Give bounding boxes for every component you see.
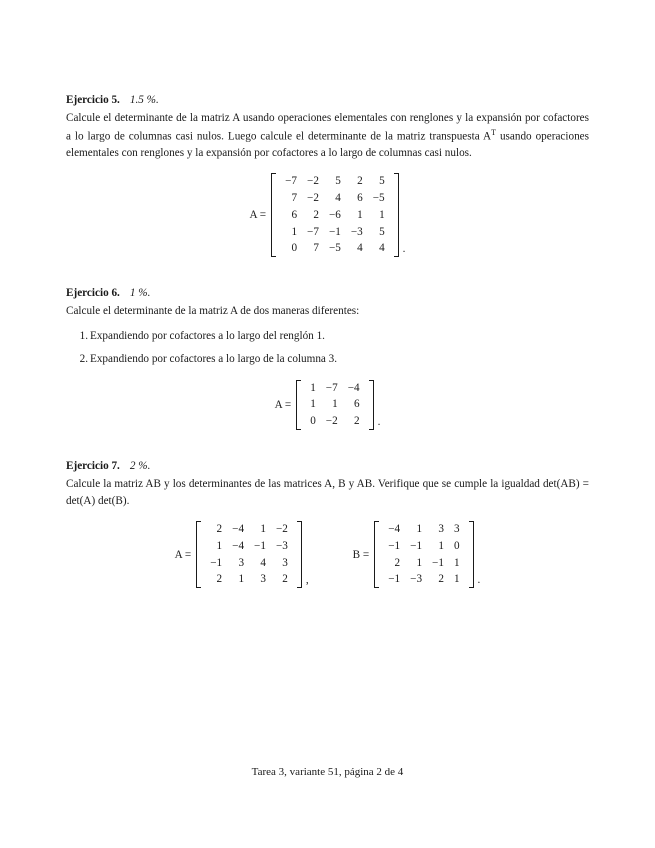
- exercise-7: [66, 458, 589, 588]
- cell: −4: [388, 523, 401, 535]
- cell: −4: [347, 381, 360, 394]
- exercise-5-title: Ejercicio 5.: [66, 94, 120, 106]
- left-bracket-icon: [271, 173, 277, 257]
- table-row: [205, 555, 293, 572]
- cell: 5: [379, 225, 385, 238]
- cell: 6: [291, 208, 298, 221]
- matrix-A-ex7: [175, 521, 309, 588]
- cell: 3: [453, 523, 460, 535]
- cell: −1: [410, 539, 423, 552]
- matrix-B-ex7: [353, 521, 481, 588]
- table-row: [383, 521, 464, 538]
- exercise-7-heading: [66, 458, 589, 474]
- cell: 4: [335, 192, 341, 205]
- table-row: [205, 571, 293, 588]
- cell: 1: [310, 381, 316, 394]
- list-item: [79, 351, 589, 368]
- spacer: [66, 263, 589, 285]
- matrix-B-ex7-trailing: .: [477, 574, 481, 587]
- cell: −5: [372, 192, 385, 205]
- exercise-5-text: [66, 110, 589, 161]
- cell: −1: [432, 556, 444, 569]
- cell: 3: [260, 573, 266, 586]
- table-row: [305, 396, 364, 413]
- cell: 3: [238, 556, 245, 569]
- cell: 2: [438, 573, 444, 586]
- cell: 7: [313, 242, 319, 255]
- page-footer: Tarea 3, variante 51, página 2 de 4: [251, 766, 404, 778]
- table-row: [280, 224, 390, 241]
- table-row: [280, 240, 390, 257]
- cell: −7: [325, 381, 338, 394]
- cell: 3: [438, 523, 444, 535]
- matrix-A-ex5-trailing: .: [402, 243, 406, 256]
- table-row: [383, 555, 464, 572]
- cell: 1: [438, 539, 444, 552]
- cell: −4: [232, 539, 245, 552]
- list-item: [79, 328, 589, 345]
- matrix-A-ex7-brackets: [196, 521, 302, 588]
- cell: 1: [310, 398, 316, 411]
- table-row: [205, 538, 293, 555]
- table-row: [205, 521, 293, 538]
- cell: 0: [310, 415, 316, 428]
- cell: 2: [216, 573, 223, 586]
- cell: 2: [357, 175, 363, 188]
- cell: −2: [275, 523, 288, 535]
- cell: 1: [291, 225, 298, 238]
- exercise-7-title: Ejercicio 7.: [66, 459, 120, 472]
- cell: 1: [453, 556, 460, 569]
- cell: 1: [416, 556, 423, 569]
- right-bracket-icon: [468, 521, 474, 588]
- exercise-6-heading: [66, 285, 589, 301]
- cell: 1: [238, 573, 245, 586]
- exercise-5-matrix-row: [66, 173, 589, 257]
- cell: −7: [285, 175, 298, 188]
- left-bracket-icon: [196, 521, 202, 588]
- cell: −2: [325, 415, 338, 428]
- matrix-A-ex7-label: A =: [174, 548, 192, 561]
- table-row: [305, 413, 364, 430]
- cell: 4: [379, 242, 385, 255]
- matrix-A-ex6-trailing: .: [377, 415, 381, 428]
- cell: −3: [350, 225, 363, 238]
- cell: 1: [453, 573, 460, 586]
- matrix-A-ex7-table: [205, 521, 293, 588]
- matrix-B-ex7-brackets: [374, 521, 473, 588]
- cell: 4: [260, 556, 266, 569]
- cell: 7: [291, 192, 298, 205]
- cell: 5: [335, 175, 341, 188]
- cell: 2: [394, 556, 401, 569]
- exercise-6: [66, 285, 589, 430]
- cell: −3: [275, 539, 288, 552]
- cell: 2: [354, 415, 360, 428]
- table-row: [280, 173, 390, 190]
- cell: −4: [232, 523, 245, 535]
- matrix-A-ex5-brackets: [271, 173, 399, 257]
- table-row: [383, 538, 464, 555]
- cell: 4: [357, 242, 363, 255]
- cell: −5: [328, 242, 341, 255]
- table-row: [280, 207, 390, 224]
- exercise-6-matrix-row: [66, 380, 589, 430]
- cell: 1: [416, 523, 423, 535]
- cell: −7: [307, 225, 319, 238]
- cell: 1: [260, 523, 266, 535]
- cell: 6: [354, 398, 360, 411]
- matrix-A-ex5-table: [280, 173, 390, 257]
- exercise-7-points: 2 %.: [129, 459, 151, 472]
- cell: −6: [328, 208, 341, 221]
- exercise-6-points: 1 %.: [129, 287, 151, 300]
- matrix-A-ex7-trailing: ,: [305, 574, 309, 587]
- cell: −1: [388, 573, 401, 586]
- exercise-6-title: Ejercicio 6.: [66, 287, 120, 300]
- cell: 0: [453, 539, 460, 552]
- table-row: [280, 190, 390, 207]
- cell: 2: [216, 523, 223, 535]
- cell: 5: [379, 175, 385, 188]
- table-row: [305, 380, 364, 397]
- matrix-B-ex7-table: [383, 521, 464, 588]
- right-bracket-icon: [368, 380, 374, 430]
- exercise-7-text: Calcule la matriz AB y los determinantes de las matrices A, B y AB. Verifique que se cumple la igualdad det(AB) = det(A) det(B).: [66, 478, 589, 507]
- exercise-6-list: [66, 328, 589, 368]
- left-bracket-icon: [374, 521, 380, 588]
- list-item-label: Expandiendo por cofactores a lo largo de la columna 3.: [90, 352, 338, 365]
- right-bracket-icon: [296, 521, 302, 588]
- exercise-7-matrix-row: [66, 521, 589, 588]
- matrix-A-ex5: [250, 173, 406, 257]
- exercise-5-heading: [66, 92, 589, 108]
- matrix-A-ex5-label: A =: [249, 209, 267, 222]
- list-item-number: 1.: [79, 329, 88, 342]
- cell: 2: [313, 208, 319, 221]
- exercise-5-transpose-superscript: T: [491, 127, 496, 137]
- cell: −1: [254, 539, 266, 552]
- matrix-A-ex6: [275, 380, 381, 430]
- cell: −1: [210, 556, 223, 569]
- cell: −3: [410, 573, 423, 586]
- cell: 1: [216, 539, 223, 552]
- left-bracket-icon: [296, 380, 302, 430]
- list-item-number: 2.: [79, 352, 88, 365]
- right-bracket-icon: [393, 173, 399, 257]
- cell: 1: [357, 208, 363, 221]
- spacer: [66, 436, 589, 458]
- cell: 1: [379, 208, 385, 221]
- list-item-label: Expandiendo por cofactores a lo largo del renglón 1.: [90, 329, 325, 342]
- matrix-A-ex6-table: [305, 380, 364, 430]
- matrix-A-ex6-label: A =: [274, 398, 292, 411]
- cell: −1: [328, 225, 341, 238]
- exercise-5-text-part1: Calcule el determinante de la matriz A usando operaciones elementales con renglones y la expansión por cofactores a lo largo de columnas casi nulos. Luego calcule el determinante de la matriz transpuesta A: [66, 112, 589, 143]
- exercise-5: [66, 92, 589, 257]
- cell: 3: [282, 556, 288, 569]
- matrix-B-ex7-label: B =: [352, 548, 370, 561]
- exercise-5-text-part2: usando operaciones elementales con renglones y la expansión por cofactores a lo largo de columnas casi nulos.: [66, 130, 589, 159]
- cell: 2: [282, 573, 288, 586]
- cell: −2: [307, 175, 319, 188]
- cell: −1: [388, 539, 401, 552]
- document-content: [66, 92, 589, 594]
- table-row: [383, 571, 464, 588]
- matrix-A-ex6-brackets: [296, 380, 373, 430]
- cell: 0: [291, 242, 298, 255]
- cell: −2: [307, 192, 319, 205]
- cell: 6: [357, 192, 363, 205]
- exercise-6-text: Calcule el determinante de la matriz A de dos maneras diferentes:: [66, 305, 360, 318]
- cell: 1: [332, 398, 338, 411]
- exercise-5-points: 1.5 %.: [129, 94, 159, 106]
